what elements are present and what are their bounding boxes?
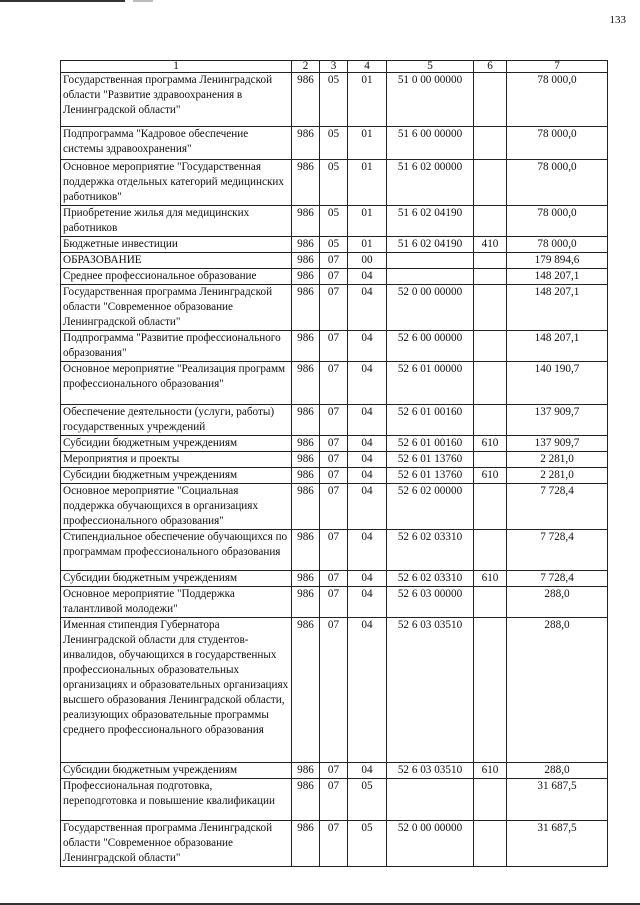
row-name-cell: Субсидии бюджетным учреждениям xyxy=(61,436,292,452)
table-row xyxy=(61,530,608,571)
row-amount-cell: 7 728,4 xyxy=(507,530,608,571)
row-amount-cell: 140 190,7 xyxy=(507,362,608,405)
row-section-cell: 07 xyxy=(320,821,348,867)
row-subsection-cell: 01 xyxy=(348,160,387,206)
row-target-article-cell: 52 6 03 03510 xyxy=(387,618,474,763)
row-target-article-cell: 52 6 01 00160 xyxy=(387,436,474,452)
row-amount-cell: 288,0 xyxy=(507,763,608,779)
row-subsection-cell: 01 xyxy=(348,206,387,237)
scan-edge-mark xyxy=(133,0,153,2)
row-amount-cell: 31 687,5 xyxy=(507,821,608,867)
row-name-cell: Стипендиальное обеспечение обучающихся по программам профессионального образования xyxy=(61,530,292,571)
row-grbs-cell: 986 xyxy=(292,206,320,237)
row-name-cell: Основное мероприятие "Социальная поддержка обучающихся в организациях профессионального образования" xyxy=(61,484,292,530)
row-expense-type-cell xyxy=(474,618,507,763)
row-subsection-cell: 05 xyxy=(348,779,387,821)
table-row xyxy=(61,237,608,253)
row-grbs-cell: 986 xyxy=(292,618,320,763)
row-target-article-cell xyxy=(387,779,474,821)
row-amount-cell: 288,0 xyxy=(507,618,608,763)
row-grbs-cell: 986 xyxy=(292,253,320,269)
column-header-subsection: 4 xyxy=(348,61,387,73)
table-row xyxy=(61,468,608,484)
row-amount-cell: 2 281,0 xyxy=(507,452,608,468)
row-subsection-cell: 04 xyxy=(348,468,387,484)
row-section-cell: 05 xyxy=(320,127,348,160)
row-expense-type-cell xyxy=(474,206,507,237)
table-row xyxy=(61,618,608,763)
column-header-amount: 7 xyxy=(507,61,608,73)
row-expense-type-cell xyxy=(474,160,507,206)
row-section-cell: 07 xyxy=(320,484,348,530)
row-grbs-cell: 986 xyxy=(292,362,320,405)
row-amount-cell: 31 687,5 xyxy=(507,779,608,821)
row-target-article-cell: 52 6 01 13760 xyxy=(387,468,474,484)
row-subsection-cell: 04 xyxy=(348,436,387,452)
table-row xyxy=(61,127,608,160)
row-name-cell: Субсидии бюджетным учреждениям xyxy=(61,763,292,779)
table-row xyxy=(61,571,608,587)
row-subsection-cell: 01 xyxy=(348,237,387,253)
row-subsection-cell: 04 xyxy=(348,530,387,571)
row-name-cell: Подпрограмма "Развитие профессионального образования" xyxy=(61,331,292,362)
row-grbs-cell: 986 xyxy=(292,73,320,127)
row-expense-type-cell xyxy=(474,362,507,405)
row-target-article-cell: 51 6 02 04190 xyxy=(387,237,474,253)
row-subsection-cell: 04 xyxy=(348,484,387,530)
row-expense-type-cell: 610 xyxy=(474,571,507,587)
row-name-cell: Основное мероприятие "Реализация программ профессионального образования" xyxy=(61,362,292,405)
row-target-article-cell: 52 6 00 00000 xyxy=(387,331,474,362)
row-target-article-cell: 52 0 00 00000 xyxy=(387,285,474,331)
row-grbs-cell: 986 xyxy=(292,436,320,452)
row-amount-cell: 78 000,0 xyxy=(507,73,608,127)
column-header-expense-type: 6 xyxy=(474,61,507,73)
row-section-cell: 07 xyxy=(320,779,348,821)
table-row xyxy=(61,763,608,779)
row-expense-type-cell xyxy=(474,253,507,269)
table-row xyxy=(61,452,608,468)
row-target-article-cell: 52 6 01 00000 xyxy=(387,362,474,405)
row-subsection-cell: 04 xyxy=(348,763,387,779)
table-row xyxy=(61,206,608,237)
row-subsection-cell: 05 xyxy=(348,821,387,867)
row-expense-type-cell xyxy=(474,127,507,160)
row-amount-cell: 78 000,0 xyxy=(507,206,608,237)
row-amount-cell: 148 207,1 xyxy=(507,285,608,331)
row-grbs-cell: 986 xyxy=(292,571,320,587)
table-row xyxy=(61,587,608,618)
row-amount-cell: 2 281,0 xyxy=(507,468,608,484)
budget-table xyxy=(60,60,608,867)
row-target-article-cell: 52 0 00 00000 xyxy=(387,821,474,867)
column-header-grbs: 2 xyxy=(292,61,320,73)
row-amount-cell: 78 000,0 xyxy=(507,237,608,253)
row-target-article-cell: 52 6 03 00000 xyxy=(387,587,474,618)
row-section-cell: 07 xyxy=(320,362,348,405)
row-subsection-cell: 04 xyxy=(348,362,387,405)
row-target-article-cell xyxy=(387,253,474,269)
row-name-cell: Государственная программа Ленинградской области "Развитие здравоохранения в Ленинградской области" xyxy=(61,73,292,127)
column-header-target-article: 5 xyxy=(387,61,474,73)
column-header-name: 1 xyxy=(61,61,292,73)
row-amount-cell: 7 728,4 xyxy=(507,571,608,587)
table-row xyxy=(61,436,608,452)
row-expense-type-cell xyxy=(474,484,507,530)
table-row xyxy=(61,331,608,362)
row-grbs-cell: 986 xyxy=(292,779,320,821)
row-section-cell: 07 xyxy=(320,253,348,269)
row-grbs-cell: 986 xyxy=(292,468,320,484)
row-name-cell: ОБРАЗОВАНИЕ xyxy=(61,253,292,269)
row-amount-cell: 148 207,1 xyxy=(507,331,608,362)
row-subsection-cell: 04 xyxy=(348,331,387,362)
row-target-article-cell: 52 6 01 00160 xyxy=(387,405,474,436)
row-amount-cell: 148 207,1 xyxy=(507,269,608,285)
table-row xyxy=(61,484,608,530)
table-row xyxy=(61,253,608,269)
row-target-article-cell: 51 0 00 00000 xyxy=(387,73,474,127)
row-grbs-cell: 986 xyxy=(292,285,320,331)
row-grbs-cell: 986 xyxy=(292,763,320,779)
row-subsection-cell: 01 xyxy=(348,73,387,127)
row-expense-type-cell xyxy=(474,587,507,618)
scan-edge-mark xyxy=(0,0,125,2)
row-amount-cell: 7 728,4 xyxy=(507,484,608,530)
row-subsection-cell: 04 xyxy=(348,571,387,587)
row-grbs-cell: 986 xyxy=(292,452,320,468)
row-expense-type-cell: 610 xyxy=(474,436,507,452)
row-name-cell: Приобретение жилья для медицинских работников xyxy=(61,206,292,237)
row-grbs-cell: 986 xyxy=(292,405,320,436)
row-amount-cell: 78 000,0 xyxy=(507,160,608,206)
row-section-cell: 07 xyxy=(320,331,348,362)
table-row xyxy=(61,269,608,285)
row-expense-type-cell xyxy=(474,405,507,436)
row-expense-type-cell xyxy=(474,452,507,468)
row-grbs-cell: 986 xyxy=(292,237,320,253)
row-name-cell: Государственная программа Ленинградской области "Современное образование Ленинградской области" xyxy=(61,821,292,867)
row-target-article-cell: 52 6 02 03310 xyxy=(387,571,474,587)
row-subsection-cell: 01 xyxy=(348,127,387,160)
row-grbs-cell: 986 xyxy=(292,331,320,362)
row-amount-cell: 137 909,7 xyxy=(507,436,608,452)
row-expense-type-cell: 610 xyxy=(474,468,507,484)
row-name-cell: Среднее профессиональное образование xyxy=(61,269,292,285)
row-section-cell: 07 xyxy=(320,618,348,763)
row-section-cell: 07 xyxy=(320,285,348,331)
row-section-cell: 07 xyxy=(320,571,348,587)
row-subsection-cell: 04 xyxy=(348,285,387,331)
row-expense-type-cell xyxy=(474,73,507,127)
table-row xyxy=(61,73,608,127)
table-row xyxy=(61,160,608,206)
row-section-cell: 05 xyxy=(320,206,348,237)
table-row xyxy=(61,285,608,331)
row-grbs-cell: 986 xyxy=(292,587,320,618)
row-name-cell: Именная стипендия Губернатора Ленинградской области для студентов-инвалидов, обучающихся в государственных профессиональных образовательных организациях и образовательных организациях высшего образования Ленинградской области, реализующих образовательные программы среднего профессионального образования xyxy=(61,618,292,763)
row-section-cell: 07 xyxy=(320,436,348,452)
row-target-article-cell xyxy=(387,269,474,285)
row-expense-type-cell xyxy=(474,269,507,285)
row-name-cell: Профессиональная подготовка, переподготовка и повышение квалификации xyxy=(61,779,292,821)
row-name-cell: Бюджетные инвестиции xyxy=(61,237,292,253)
row-expense-type-cell: 610 xyxy=(474,763,507,779)
table-row xyxy=(61,779,608,821)
table-row xyxy=(61,405,608,436)
row-expense-type-cell xyxy=(474,530,507,571)
row-grbs-cell: 986 xyxy=(292,127,320,160)
table-header-row xyxy=(61,61,608,73)
table-row xyxy=(61,821,608,867)
row-subsection-cell: 04 xyxy=(348,405,387,436)
row-section-cell: 05 xyxy=(320,237,348,253)
row-name-cell: Основное мероприятие "Государственная поддержка отдельных категорий медицинских работников" xyxy=(61,160,292,206)
row-name-cell: Государственная программа Ленинградской области "Современное образование Ленинградской области" xyxy=(61,285,292,331)
row-grbs-cell: 986 xyxy=(292,484,320,530)
row-grbs-cell: 986 xyxy=(292,821,320,867)
row-name-cell: Подпрограмма "Кадровое обеспечение системы здравоохранения" xyxy=(61,127,292,160)
row-expense-type-cell xyxy=(474,779,507,821)
row-section-cell: 07 xyxy=(320,269,348,285)
row-section-cell: 07 xyxy=(320,763,348,779)
table-row xyxy=(61,362,608,405)
row-expense-type-cell xyxy=(474,821,507,867)
row-target-article-cell: 52 6 02 00000 xyxy=(387,484,474,530)
row-expense-type-cell xyxy=(474,331,507,362)
row-target-article-cell: 52 6 03 03510 xyxy=(387,763,474,779)
row-amount-cell: 288,0 xyxy=(507,587,608,618)
row-target-article-cell: 51 6 00 00000 xyxy=(387,127,474,160)
row-subsection-cell: 04 xyxy=(348,269,387,285)
row-expense-type-cell xyxy=(474,285,507,331)
row-target-article-cell: 51 6 02 04190 xyxy=(387,206,474,237)
row-section-cell: 05 xyxy=(320,73,348,127)
row-amount-cell: 137 909,7 xyxy=(507,405,608,436)
row-section-cell: 07 xyxy=(320,452,348,468)
row-name-cell: Обеспечение деятельности (услуги, работы) государственных учреждений xyxy=(61,405,292,436)
row-target-article-cell: 52 6 01 13760 xyxy=(387,452,474,468)
row-subsection-cell: 04 xyxy=(348,452,387,468)
row-grbs-cell: 986 xyxy=(292,269,320,285)
column-header-section: 3 xyxy=(320,61,348,73)
row-section-cell: 07 xyxy=(320,587,348,618)
row-section-cell: 07 xyxy=(320,405,348,436)
row-amount-cell: 179 894,6 xyxy=(507,253,608,269)
row-target-article-cell: 52 6 02 03310 xyxy=(387,530,474,571)
row-grbs-cell: 986 xyxy=(292,160,320,206)
row-section-cell: 07 xyxy=(320,530,348,571)
page-number: 133 xyxy=(609,14,626,26)
row-amount-cell: 78 000,0 xyxy=(507,127,608,160)
row-name-cell: Основное мероприятие "Поддержка талантливой молодежи" xyxy=(61,587,292,618)
row-section-cell: 07 xyxy=(320,468,348,484)
row-grbs-cell: 986 xyxy=(292,530,320,571)
row-name-cell: Мероприятия и проекты xyxy=(61,452,292,468)
row-subsection-cell: 00 xyxy=(348,253,387,269)
row-section-cell: 05 xyxy=(320,160,348,206)
row-expense-type-cell: 410 xyxy=(474,237,507,253)
row-subsection-cell: 04 xyxy=(348,618,387,763)
row-subsection-cell: 04 xyxy=(348,587,387,618)
row-target-article-cell: 51 6 02 00000 xyxy=(387,160,474,206)
row-name-cell: Субсидии бюджетным учреждениям xyxy=(61,571,292,587)
row-name-cell: Субсидии бюджетным учреждениям xyxy=(61,468,292,484)
